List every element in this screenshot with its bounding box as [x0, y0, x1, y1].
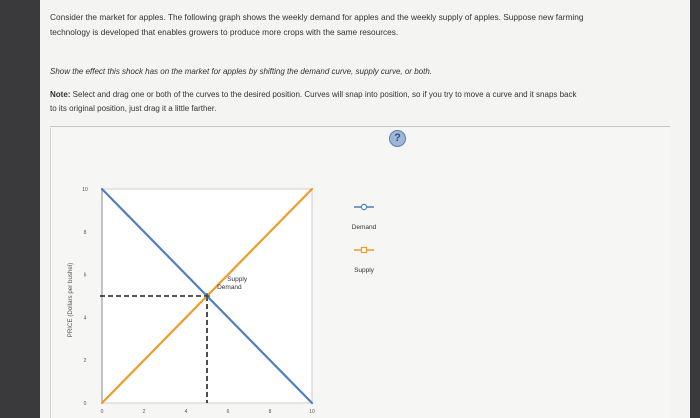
- note-label: Note:: [50, 90, 71, 99]
- x-tick-label-0: 0: [100, 409, 104, 415]
- intro-line-2: technology is developed that enables growers to produce more crops with the same resources.: [50, 27, 399, 37]
- demand-curve-label: Demand: [217, 283, 242, 291]
- y-tick-label-5: 10: [82, 187, 88, 193]
- y-tick-label-3: 6: [83, 272, 87, 279]
- supply-legend-marker-icon[interactable]: [362, 248, 367, 253]
- x-tick-label-1: 2: [142, 409, 146, 415]
- note-line-2: to its original position, just drag it a little farther.: [50, 104, 217, 113]
- y-axis-label: PRICE (Dollars per bushel): [67, 262, 74, 338]
- y-tick-label-0: 0: [83, 401, 87, 407]
- instruction-text: Show the effect this shock has on the market for apples by shifting the demand curve, supply curve, or both.: [50, 67, 432, 76]
- question-page: [40, 0, 690, 418]
- y-tick-label-2: 4: [83, 315, 87, 322]
- supply-curve-label: Supply: [227, 276, 248, 284]
- x-tick-label-5: 10: [309, 409, 315, 415]
- supply-demand-chart: [40, 0, 690, 418]
- x-tick-label-2: 4: [184, 409, 188, 415]
- y-tick-label-4: 8: [83, 229, 87, 236]
- x-tick-label-3: 6: [226, 409, 230, 415]
- help-icon[interactable]: ?: [389, 130, 406, 147]
- demand-legend-marker-icon[interactable]: [361, 204, 366, 209]
- y-tick-label-1: 2: [83, 358, 87, 365]
- demand-legend-label: Demand: [351, 224, 377, 231]
- note-line-1: Select and drag one or both of the curves to the desired position. Curves will snap into position, so if you try to move a curve and it snaps back: [70, 90, 577, 99]
- supply-legend-label: Supply: [354, 267, 374, 274]
- intro-line-1: Consider the market for apples. The following graph shows the weekly demand for apples and the weekly supply of apples. Suppose new farming: [50, 12, 584, 22]
- x-tick-label-4: 8: [268, 409, 272, 415]
